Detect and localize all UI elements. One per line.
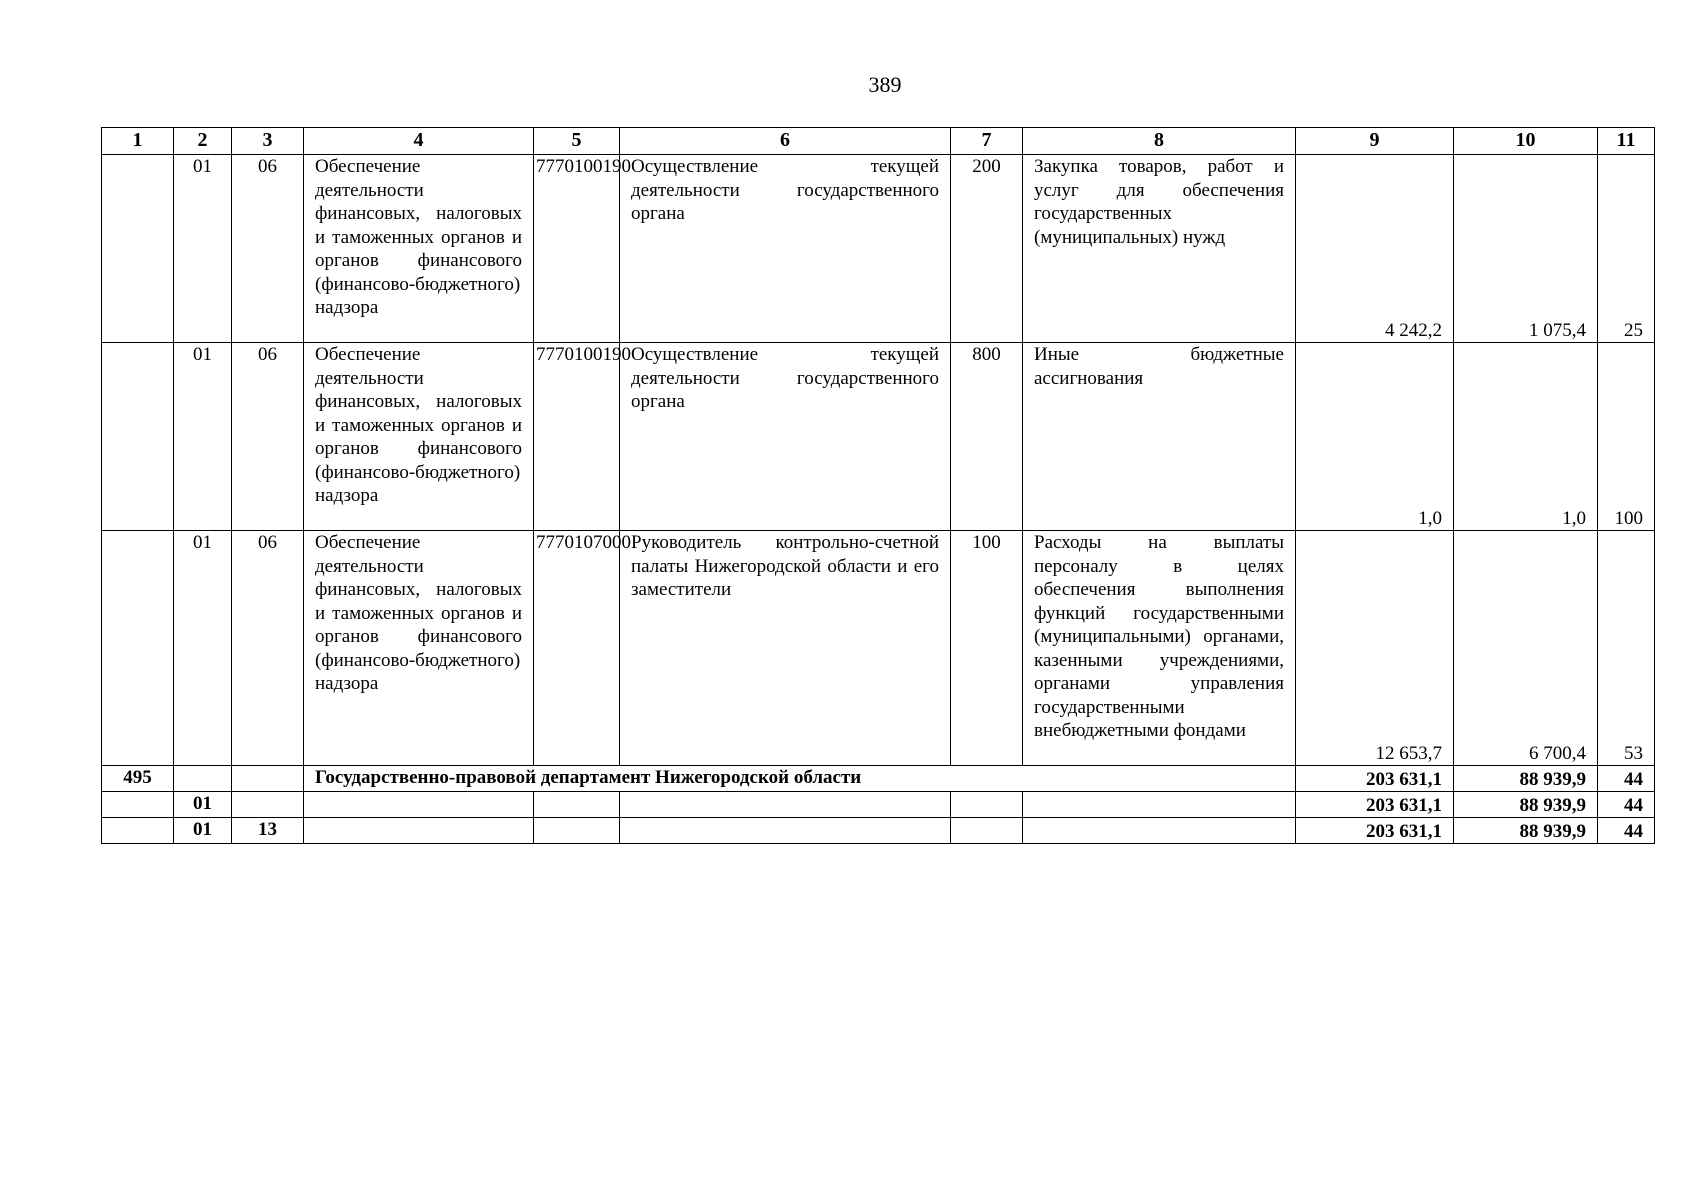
cell-subsection: 13: [232, 818, 304, 844]
col-header-5: 5: [534, 128, 620, 155]
subsection-total-row: [102, 818, 1655, 844]
cell-expense-type-name: Закупка товаров, работ и услуг для обеспечения государственных (муниципальных) нужд: [1023, 155, 1296, 343]
table-row: [102, 155, 1655, 343]
cell-subsection-name: Обеспечение деятельности финансовых, налоговых и таможенных органов и органов финансового (финансово-бюджетного) надзора: [304, 155, 534, 343]
cell-subsection-name: Обеспечение деятельности финансовых, налоговых и таможенных органов и органов финансового (финансово-бюджетного) надзора: [304, 343, 534, 531]
col-header-9: 9: [1296, 128, 1454, 155]
cell-planned-amount: 203 631,1: [1296, 792, 1454, 818]
col-header-7: 7: [951, 128, 1023, 155]
col-header-2: 2: [174, 128, 232, 155]
cell-section: 01: [174, 343, 232, 531]
cell-admin-code: [102, 343, 174, 531]
cell-admin-code: [102, 531, 174, 766]
cell-target-name: Осуществление текущей деятельности государственного органа: [620, 155, 951, 343]
cell-target-name: [620, 792, 951, 818]
cell-subsection-name: Обеспечение деятельности финансовых, налоговых и таможенных органов и органов финансового (финансово-бюджетного) надзора: [304, 531, 534, 766]
cell-expense-type-name: [1023, 818, 1296, 844]
cell-executed-amount: 1 075,4: [1454, 155, 1598, 343]
table-row: [102, 343, 1655, 531]
cell-executed-amount: 88 939,9: [1454, 818, 1598, 844]
cell-admin-code: [102, 792, 174, 818]
header-row: [102, 128, 1655, 155]
cell-target-name: Руководитель контрольно-счетной палаты Нижегородской области и его заместители: [620, 531, 951, 766]
cell-subsection: 06: [232, 343, 304, 531]
cell-target-code: [534, 818, 620, 844]
page-number: 389: [868, 72, 902, 97]
cell-admin-code: 495: [102, 766, 174, 792]
cell-percent: 44: [1598, 766, 1655, 792]
cell-target-name: [620, 818, 951, 844]
cell-expense-type: 200: [951, 155, 1023, 343]
cell-expense-type-name: Расходы на выплаты персоналу в целях обеспечения выполнения функций государственными (муниципальными) органами, казенными учреждениями, органами управления государственными внебюджетными фондами: [1023, 531, 1296, 766]
col-header-3: 3: [232, 128, 304, 155]
cell-planned-amount: 4 242,2: [1296, 155, 1454, 343]
col-header-10: 10: [1454, 128, 1598, 155]
cell-executed-amount: 88 939,9: [1454, 792, 1598, 818]
cell-percent: 53: [1598, 531, 1655, 766]
cell-executed-amount: 88 939,9: [1454, 766, 1598, 792]
cell-subsection-name: [304, 792, 534, 818]
cell-planned-amount: 203 631,1: [1296, 818, 1454, 844]
cell-subsection-name: [304, 818, 534, 844]
cell-executed-amount: 6 700,4: [1454, 531, 1598, 766]
col-header-1: 1: [102, 128, 174, 155]
cell-section: [174, 766, 232, 792]
cell-admin-code: [102, 155, 174, 343]
col-header-4: 4: [304, 128, 534, 155]
department-total-row: [102, 766, 1655, 792]
col-header-8: 8: [1023, 128, 1296, 155]
cell-expense-type-name: [1023, 792, 1296, 818]
section-total-row: [102, 792, 1655, 818]
cell-section: 01: [174, 818, 232, 844]
cell-target-code: [534, 792, 620, 818]
cell-expense-type: 100: [951, 531, 1023, 766]
cell-subsection: 06: [232, 155, 304, 343]
cell-planned-amount: 12 653,7: [1296, 531, 1454, 766]
cell-subsection: 06: [232, 531, 304, 766]
budget-table: [101, 127, 1655, 844]
cell-expense-type: [951, 792, 1023, 818]
cell-section: 01: [174, 155, 232, 343]
col-header-11: 11: [1598, 128, 1655, 155]
cell-executed-amount: 1,0: [1454, 343, 1598, 531]
cell-expense-type: 800: [951, 343, 1023, 531]
cell-admin-code: [102, 818, 174, 844]
cell-percent: 44: [1598, 818, 1655, 844]
cell-subsection: [232, 792, 304, 818]
table-row: [102, 531, 1655, 766]
cell-target-code: 7770100190: [534, 155, 620, 343]
department-title: Государственно-правовой департамент Нижегородской области: [304, 766, 1296, 792]
cell-target-code: 7770100190: [534, 343, 620, 531]
cell-subsection: [232, 766, 304, 792]
cell-expense-type-name: Иные бюджетные ассигнования: [1023, 343, 1296, 531]
cell-target-name: Осуществление текущей деятельности государственного органа: [620, 343, 951, 531]
cell-expense-type: [951, 818, 1023, 844]
cell-percent: 44: [1598, 792, 1655, 818]
cell-planned-amount: 203 631,1: [1296, 766, 1454, 792]
cell-section: 01: [174, 531, 232, 766]
cell-percent: 25: [1598, 155, 1655, 343]
col-header-6: 6: [620, 128, 951, 155]
cell-section: 01: [174, 792, 232, 818]
cell-percent: 100: [1598, 343, 1655, 531]
cell-planned-amount: 1,0: [1296, 343, 1454, 531]
cell-target-code: 7770107000: [534, 531, 620, 766]
